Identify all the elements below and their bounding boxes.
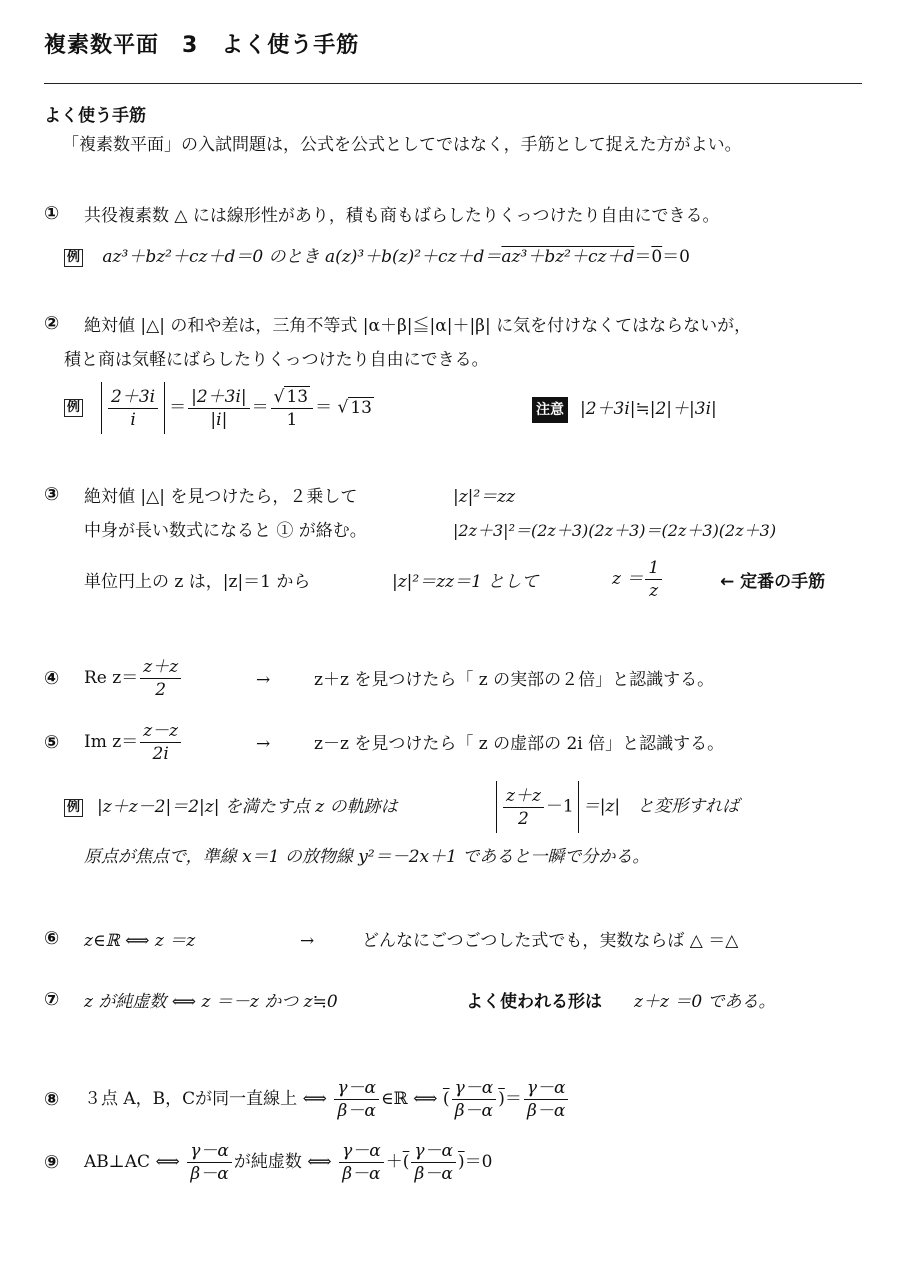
reciprocal-numerator: 1 [645, 557, 662, 580]
item-3-line1-text: 絶対値 |△| を見つけたら，２乗して [84, 487, 358, 507]
item-5-example-expression [492, 781, 739, 833]
item-3-line2-math: |2z＋3|²＝(2z＋3)(2z＋3)＝(2z＋3)(2z＋3) [453, 521, 777, 540]
fraction-2-denominator: |i| [210, 409, 228, 430]
ratio-denominator: β－α [190, 1164, 229, 1184]
ex1-part-e: 0 [651, 247, 663, 267]
pure-imaginary-condition: が純虚数 ⟺ [233, 1152, 332, 1172]
ratio-numerator: γ－α [187, 1140, 232, 1163]
im-fraction [140, 720, 181, 765]
item-1-number: ① [44, 203, 60, 224]
reciprocal-denominator: z [649, 581, 659, 601]
locus-denominator: 2 [518, 808, 529, 829]
example-label: 例 [64, 249, 83, 267]
ratio-numerator: γ－α [452, 1077, 497, 1100]
locus-fraction [503, 785, 544, 830]
abs-bar-left [496, 781, 497, 833]
item-4-arrow: → [256, 670, 271, 690]
item-2-example: 例 $\frac{2+3i}{i}$ ＝ $\frac{|2+3i|}{|i|}$ ＝ $\frac{√ 13}{1}$ ＝ √ 13 [64, 382, 374, 434]
intro-text: 「複素数平面」の入試問題は，公式を公式としてではなく，手筋として捉えた方がよい。 [62, 135, 742, 155]
ex1-part-b: a(z)³＋b(z)²＋cz＋d＝ [324, 247, 502, 267]
fraction-1-numerator: 2＋3i [108, 386, 158, 409]
ratio-numerator: γ－α [524, 1077, 569, 1100]
item-7-math: z が純虚数 ⟺ z ＝－z かつ z≒0 [84, 992, 338, 1012]
sqrt-13: 13 [286, 386, 309, 407]
ratio-fraction-3 [411, 1140, 456, 1185]
item-9-formula [84, 1140, 492, 1185]
item-3-line3-text: 単位円上の z は，|z|＝1 から [84, 572, 311, 592]
item-2-caution [532, 397, 717, 423]
ratio-fraction-3 [524, 1077, 569, 1122]
sqrt-result: 13 [350, 397, 372, 418]
locus-condition: |z＋z－2|＝2|z| を満たす点 z の軌跡は [97, 797, 398, 817]
collinear-condition: ３点 A，B，Cが同一直線上 ⟺ [84, 1089, 327, 1109]
ratio-fraction-2 [339, 1140, 384, 1185]
equals-2: ＝ [251, 397, 269, 418]
ratio-denominator: β－α [454, 1101, 494, 1121]
fraction-3-numerator: √ 13 [271, 386, 313, 409]
im-denominator: 2i [152, 744, 169, 764]
re-fraction [140, 656, 181, 701]
ratio-numerator: γ－α [411, 1140, 456, 1163]
item-8-formula [84, 1077, 570, 1122]
perpendicular-condition: AB⊥AC ⟺ [84, 1152, 180, 1172]
fraction-2 [188, 386, 250, 431]
equals: ＝ [504, 1089, 522, 1109]
item-3-number: ③ [44, 484, 60, 505]
caution-text: |2＋3i|≒|2|＋|3i| [580, 399, 717, 419]
fraction-1 [108, 386, 158, 431]
fraction-1-denominator: i [130, 409, 136, 430]
ratio-fraction-1 [187, 1140, 232, 1185]
ratio-numerator: γ－α [334, 1077, 379, 1100]
item-7-number: ⑦ [44, 989, 60, 1010]
item-9-number: ⑨ [44, 1152, 60, 1173]
item-1-example [64, 245, 690, 269]
ratio-denominator: β－α [527, 1101, 566, 1121]
re-denominator: 2 [155, 680, 167, 700]
title-divider [44, 83, 862, 84]
locus-numerator: z＋z [503, 785, 544, 808]
item-2-line1: 絶対値 |△| の和や差は，三角不等式 |α＋β|≦|α|＋|β| に気を付けなくてはならないが， [84, 316, 752, 336]
item-5-arrow: → [256, 734, 271, 754]
item-3-line2-text: 中身が長い数式になると ① が絡む。 [84, 521, 367, 541]
item-4-formula [84, 656, 183, 701]
item-6-text: どんなにごつごつした式でも，実数ならば △ ＝△ [362, 931, 739, 951]
item-6-math: z∈ℝ ⟺ z ＝z [84, 931, 196, 951]
caution-label: 注意 [532, 397, 568, 423]
ex1-part-f: ＝0 [662, 247, 690, 267]
ex1-part-a: az³＋bz²＋cz＋d＝0 のとき [102, 247, 320, 267]
item-7-tail: z＋z ＝0 である。 [634, 992, 776, 1012]
fraction-3 [271, 386, 313, 431]
ex1-part-d: ＝ [634, 247, 652, 267]
ratio-denominator: β－α [337, 1101, 376, 1121]
conjugate-ratio: ( $\frac{\gamma-\alpha}{\beta-\alpha}$ ) [442, 1078, 505, 1121]
item-3-line3-math: |z|²＝zz＝1 として [392, 572, 539, 592]
item-5-example-line1 [64, 795, 398, 819]
item-4-text: z＋z を見つけたら「 z の実部の２倍」と認識する。 [314, 670, 715, 690]
equals-zero: ＝0 [464, 1152, 493, 1172]
real-condition: ∈ℝ ⟺ [381, 1089, 438, 1109]
standard-technique-tag: ← 定番の手筋 [720, 572, 826, 592]
equals-1: ＝ [169, 397, 187, 418]
item-3-reciprocal [612, 557, 664, 602]
abs-bar-right [164, 382, 165, 434]
item-4-number: ④ [44, 668, 60, 689]
ratio-denominator: β－α [414, 1164, 453, 1184]
item-5-text: z－z を見つけたら「 z の虚部の 2i 倍」と認識する。 [314, 734, 725, 754]
abs-bar-left [101, 382, 102, 434]
abs-bar-right [578, 781, 579, 833]
equals-3: ＝ [315, 397, 333, 418]
locus-transform-text: ＝|z| と変形すれば [582, 796, 740, 817]
item-3-line1-math: |z|²＝zz [453, 487, 516, 507]
conjugate-ratio: ( $\frac{\gamma-\alpha}{\beta-\alpha}$ ) [402, 1141, 465, 1184]
ratio-fraction-2 [452, 1077, 497, 1122]
locus-minus-one: －1 [545, 796, 574, 817]
item-7-bold: よく使われる形は [466, 992, 602, 1012]
ratio-numerator: γ－α [339, 1140, 384, 1163]
fraction-2-numerator: |2＋3i| [188, 386, 250, 409]
item-6-arrow: → [300, 931, 315, 951]
item-5-example-line2: 原点が焦点で，準線 x＝1 の放物線 y²＝－2x＋1 であると一瞬で分かる。 [84, 847, 650, 867]
im-lhs: Im z＝ [84, 732, 139, 752]
example-label: 例 [64, 399, 83, 417]
conjugate-lhs: z ＝ [612, 569, 644, 589]
plus: ＋ [385, 1152, 403, 1172]
page-title: 複素数平面 3 よく使う手筋 [44, 33, 360, 58]
fraction-3-denominator: 1 [286, 409, 298, 430]
item-2-line2: 積と商は気軽にばらしたりくっつけたり自由にできる。 [64, 350, 489, 370]
example-label: 例 [64, 799, 83, 817]
ratio-denominator: β－α [342, 1164, 381, 1184]
ratio-fraction-1 [334, 1077, 379, 1122]
item-8-number: ⑧ [44, 1089, 60, 1110]
item-1-text: 共役複素数 △ には線形性があり，積も商もばらしたりくっつけたり自由にできる。 [84, 206, 720, 226]
item-6-number: ⑥ [44, 928, 60, 949]
re-lhs: Re z＝ [84, 668, 139, 688]
item-2-number: ② [44, 313, 60, 334]
reciprocal-fraction [645, 557, 662, 602]
re-numerator: z＋z [140, 656, 181, 679]
item-5-number: ⑤ [44, 732, 60, 753]
item-5-formula [84, 720, 183, 765]
ex1-part-c: az³＋bz²＋cz＋d [501, 247, 635, 267]
im-numerator: z－z [140, 720, 181, 743]
section-heading: よく使う手筋 [44, 106, 146, 126]
